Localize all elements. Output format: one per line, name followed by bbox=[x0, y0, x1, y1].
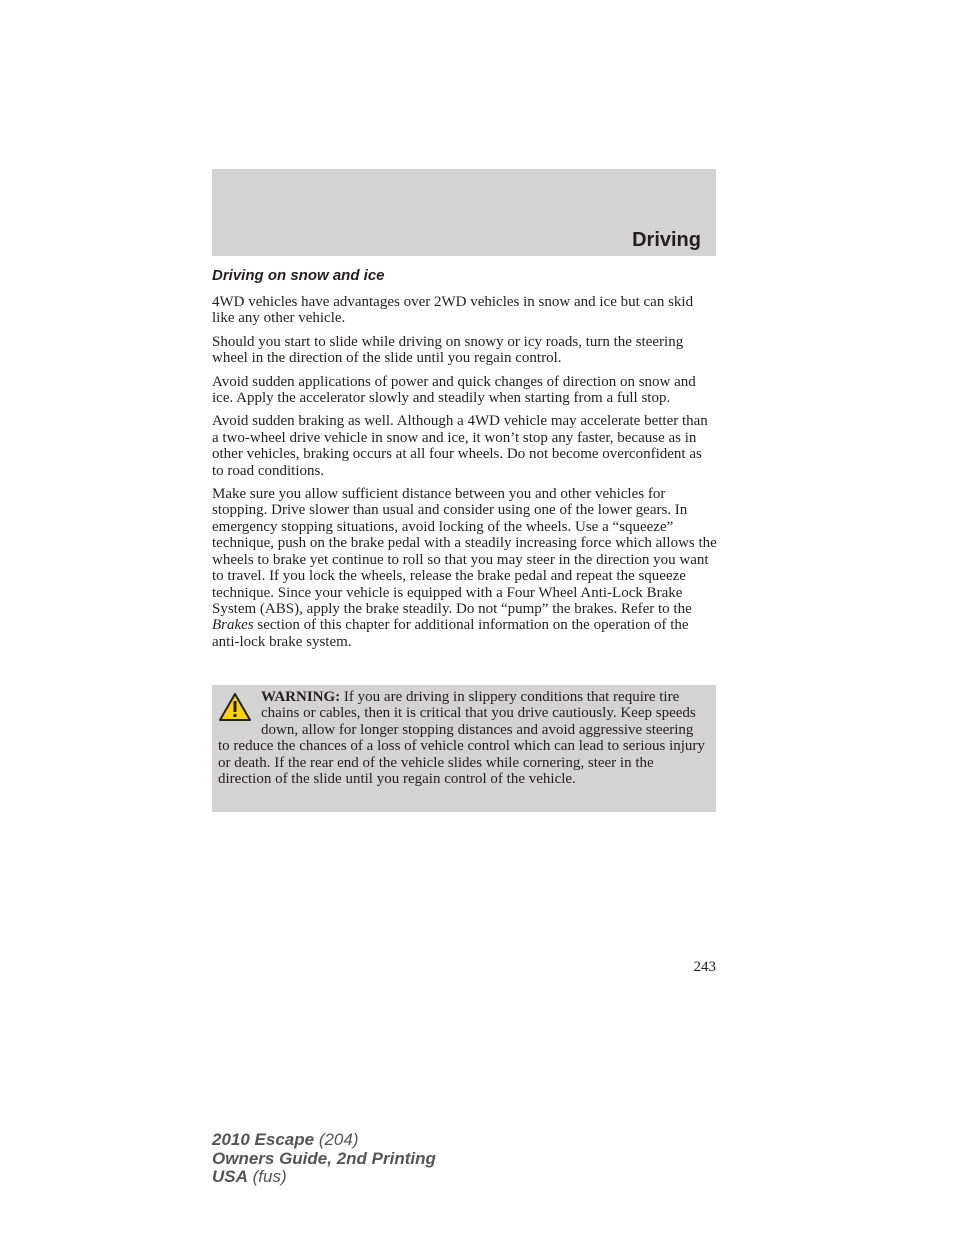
footer bbox=[212, 1131, 436, 1187]
warning-label: WARNING: bbox=[261, 689, 341, 705]
brakes-section-reference: Brakes bbox=[212, 617, 254, 634]
braking-text-start: Make sure you allow sufficient distance between you and other vehicles for stopping. Drive slower than usual and consider using one of the lower gears. In emergency stopping situations, avoid locking of the wheels. Use a “squeeze” technique, push on the brake pedal with a steadily increasing force which allows the wheels to brake yet continue to roll so that you may steer in the direction you want to travel. If you lock the wheels, release the brake pedal and repeat the squeeze technique. Since your vehicle is equipped with a Four Wheel Anti-Lock Brake System (ABS), apply the brake steadily. Do not “pump” the brakes. Refer to the bbox=[212, 486, 717, 617]
paragraph-4wd-advantages: 4WD vehicles have advantages over 2WD vehicles in snow and ice but can skid like any other vehicle. bbox=[212, 294, 694, 327]
warning-triangle-icon bbox=[218, 692, 252, 722]
braking-text-end: section of this chapter for additional information on the operation of the anti-lock brake system. bbox=[212, 617, 689, 650]
footer-line-model: 2010 Escape (204) bbox=[212, 1130, 359, 1149]
footer-line-market: USA (fus) bbox=[212, 1167, 287, 1186]
warning-box bbox=[212, 685, 716, 812]
warning-text bbox=[218, 689, 708, 787]
paragraph-sudden-power: Avoid sudden applications of power and quick changes of direction on snow and ice. Apply the accelerator slowly and steadily when starting from a full stop. bbox=[212, 373, 696, 407]
paragraph-stopping-distance bbox=[212, 486, 717, 650]
chapter-header-band bbox=[212, 169, 716, 256]
paragraph-sudden-braking: Avoid sudden braking as well. Although a 4WD vehicle may accelerate better than a two-wheel drive vehicle in snow and ice, it won’t stop any faster, because as in other vehicles, braking occurs at all four wheels. Do not become overconfident as to road conditions. bbox=[212, 413, 708, 479]
page-content bbox=[212, 266, 717, 657]
section-title: Driving on snow and ice bbox=[212, 267, 385, 284]
warning-body: If you are driving in slippery conditions that require tire chains or cables, then it is critical that you drive cautiously. Keep speeds down, allow for longer stopping distances and avoid aggressive steering to reduce the chances of a loss of vehicle control which can lead to serious injury or death. If the rear end of the vehicle slides while cornering, steer in the direction of the slide until you regain control of the vehicle. bbox=[218, 689, 705, 788]
paragraph-slide: Should you start to slide while driving on snowy or icy roads, turn the steering wheel in the direction of the slide until you regain control. bbox=[212, 333, 684, 367]
page-number: 243 bbox=[693, 959, 716, 975]
chapter-title: Driving bbox=[632, 229, 701, 251]
footer-line-guide: Owners Guide, 2nd Printing bbox=[212, 1148, 436, 1168]
